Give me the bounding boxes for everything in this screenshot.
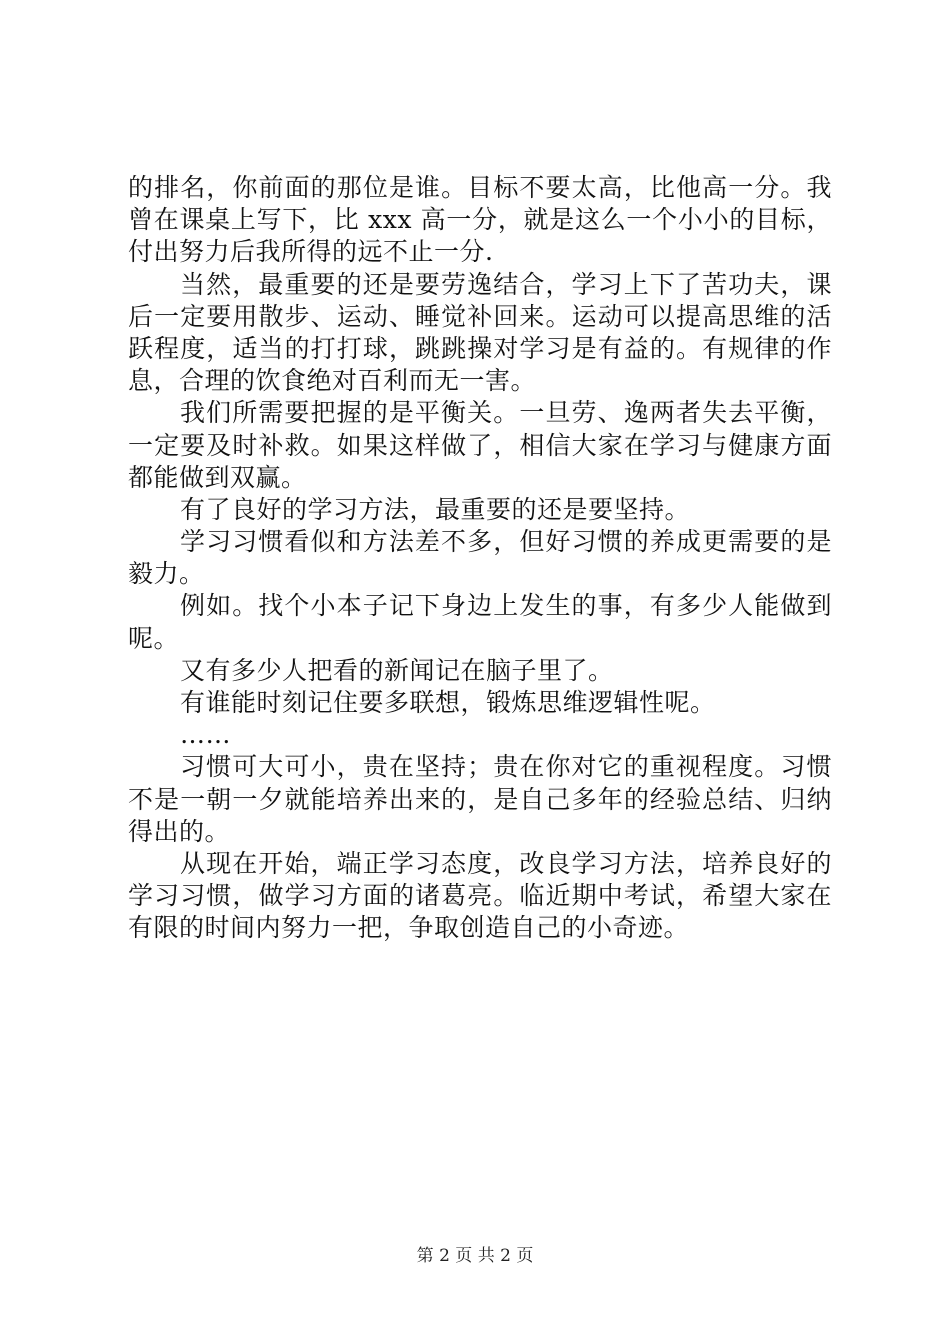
text-line: 后一定要用散步、运动、睡觉补回来。运动可以提高思维的活 (128, 301, 832, 331)
text-line: 跃程度，适当的打打球，跳跳操对学习是有益的。有规律的作 (128, 333, 832, 363)
text-line: …… (180, 720, 231, 750)
text-line: 都能做到双赢。 (128, 462, 307, 492)
text-line: 习惯可大可小，贵在坚持；贵在你对它的重视程度。习惯 (180, 752, 832, 782)
text-line: 从现在开始，端正学习态度，改良学习方法，培养良好的 (180, 848, 832, 878)
page-footer: 第 2 页 共 2 页 (416, 1246, 534, 1266)
text-line: 又有多少人把看的新闻记在脑子里了。 (180, 655, 614, 685)
text-line: 一定要及时补救。如果这样做了，相信大家在学习与健康方面 (128, 430, 832, 460)
text-line: 有限的时间内努力一把，争取创造自己的小奇迹。 (128, 913, 690, 943)
text-line: 息，合理的饮食绝对百利而无一害。 (128, 366, 537, 396)
text-line: 有了良好的学习方法，最重要的还是要坚持。 (180, 494, 691, 524)
text-line: 我们所需要把握的是平衡关。一旦劳、逸两者失去平衡， (180, 398, 832, 428)
document-body (128, 172, 832, 945)
text-line: 付出努力后我所得的远不止一分. (128, 237, 494, 267)
text-line: 学习习惯看似和方法差不多，但好习惯的养成更需要的是 (180, 527, 832, 557)
text-line: 不是一朝一夕就能培养出来的，是自己多年的经验总结、归纳 (128, 784, 832, 814)
text-line: 例如。找个小本子记下身边上发生的事，有多少人能做到 (180, 591, 832, 621)
text-line: 当然，最重要的还是要劳逸结合，学习上下了苦功夫，课 (180, 269, 832, 299)
text-line: 曾在课桌上写下，比 xxx 高一分，就是这么一个小小的目标， (128, 205, 832, 235)
text-line: 毅力。 (128, 559, 205, 589)
text-line: 学习习惯，做学习方面的诸葛亮。临近期中考试，希望大家在 (128, 881, 832, 911)
text-line: 得出的。 (128, 816, 231, 846)
text-line: 呢。 (128, 623, 180, 653)
text-line: 有谁能时刻记住要多联想，锻炼思维逻辑性呢。 (180, 688, 716, 717)
text-line: 的排名，你前面的那位是谁。目标不要太高，比他高一分。我 (128, 173, 832, 202)
